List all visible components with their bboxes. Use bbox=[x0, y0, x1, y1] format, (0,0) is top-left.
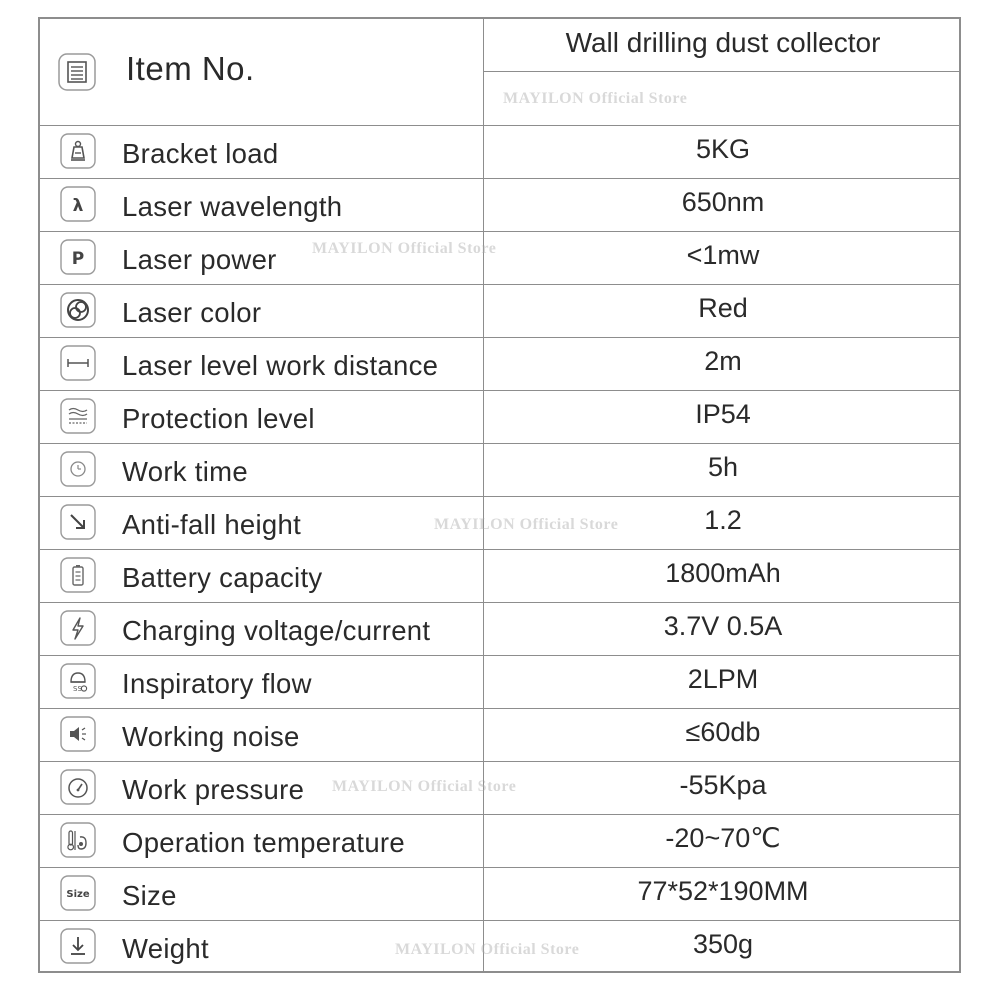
row-value: -55Kpa bbox=[679, 770, 767, 800]
svg-text:SS: SS bbox=[73, 685, 82, 693]
row-value: Red bbox=[698, 293, 748, 323]
table-row bbox=[40, 390, 959, 443]
gauge-icon bbox=[60, 769, 96, 805]
row-value: -20~70℃ bbox=[665, 823, 781, 853]
thermometer-icon bbox=[60, 822, 96, 858]
row-label: Operation temperature bbox=[122, 827, 405, 858]
row-value: 5h bbox=[707, 452, 739, 482]
speaker-icon bbox=[60, 716, 96, 752]
power-p-icon bbox=[60, 239, 96, 275]
table-row bbox=[40, 337, 959, 390]
svg-text:Size: Size bbox=[66, 889, 90, 900]
table-row bbox=[40, 867, 959, 920]
list-icon bbox=[58, 53, 96, 91]
row-label: Laser power bbox=[122, 244, 277, 275]
battery-icon bbox=[60, 557, 96, 593]
lambda-icon bbox=[60, 186, 96, 222]
row-value: <1mw bbox=[686, 240, 760, 270]
row-label: Bracket load bbox=[122, 138, 279, 169]
row-value: 350g bbox=[692, 929, 754, 959]
row-value: ≤60db bbox=[685, 717, 761, 747]
row-value: IP54 bbox=[695, 399, 751, 429]
table-row bbox=[40, 125, 959, 178]
water-protection-icon bbox=[60, 398, 96, 434]
row-label: Work pressure bbox=[122, 774, 305, 805]
row-label: Battery capacity bbox=[122, 562, 323, 593]
row-label: Weight bbox=[122, 933, 209, 964]
table-row bbox=[40, 231, 959, 284]
lightning-icon bbox=[60, 610, 96, 646]
row-label: Anti-fall height bbox=[122, 509, 302, 540]
table-row bbox=[40, 443, 959, 496]
download-weight-icon bbox=[60, 928, 96, 964]
table-row bbox=[40, 549, 959, 602]
row-value: 650nm bbox=[681, 187, 765, 217]
table-header bbox=[40, 19, 959, 125]
row-value: 3.7V 0.5A bbox=[663, 611, 783, 641]
row-label: Inspiratory flow bbox=[122, 668, 312, 699]
row-value: 2m bbox=[704, 346, 742, 376]
header-sub-divider bbox=[483, 71, 959, 72]
watermark: MAYILON Official Store bbox=[434, 516, 619, 533]
fall-arrow-icon bbox=[60, 504, 96, 540]
watermark: MAYILON Official Store bbox=[332, 778, 517, 795]
row-label: Laser color bbox=[122, 297, 262, 328]
table-row bbox=[40, 655, 959, 708]
header-label: Item No. bbox=[126, 50, 255, 87]
row-label: Protection level bbox=[122, 403, 315, 434]
row-value: 5KG bbox=[695, 134, 751, 164]
row-label: Charging voltage/current bbox=[122, 615, 431, 646]
row-value: 2LPM bbox=[687, 664, 759, 694]
table-row bbox=[40, 814, 959, 867]
row-value: 1800mAh bbox=[665, 558, 781, 588]
svg-text:P: P bbox=[71, 249, 85, 269]
color-circles-icon bbox=[60, 292, 96, 328]
row-value: 1.2 bbox=[704, 505, 742, 535]
airflow-icon bbox=[60, 663, 96, 699]
weight-icon bbox=[60, 133, 96, 169]
row-label: Size bbox=[122, 880, 177, 911]
table-row bbox=[40, 284, 959, 337]
row-label: Laser wavelength bbox=[122, 191, 343, 222]
watermark: MAYILON Official Store bbox=[312, 240, 497, 257]
row-label: Working noise bbox=[122, 721, 300, 752]
row-label: Work time bbox=[122, 456, 248, 487]
clock-icon bbox=[60, 451, 96, 487]
table-row bbox=[40, 602, 959, 655]
table-row bbox=[40, 178, 959, 231]
size-icon bbox=[60, 875, 96, 911]
watermark: MAYILON Official Store bbox=[503, 90, 688, 107]
row-value: 77*52*190MM bbox=[637, 876, 809, 906]
header-value: Wall drilling dust collector bbox=[565, 27, 881, 58]
table-row bbox=[40, 708, 959, 761]
svg-text:λ: λ bbox=[72, 196, 84, 216]
row-label: Laser level work distance bbox=[122, 350, 439, 381]
distance-icon bbox=[60, 345, 96, 381]
watermark: MAYILON Official Store bbox=[395, 941, 580, 958]
spec-table bbox=[38, 17, 961, 973]
